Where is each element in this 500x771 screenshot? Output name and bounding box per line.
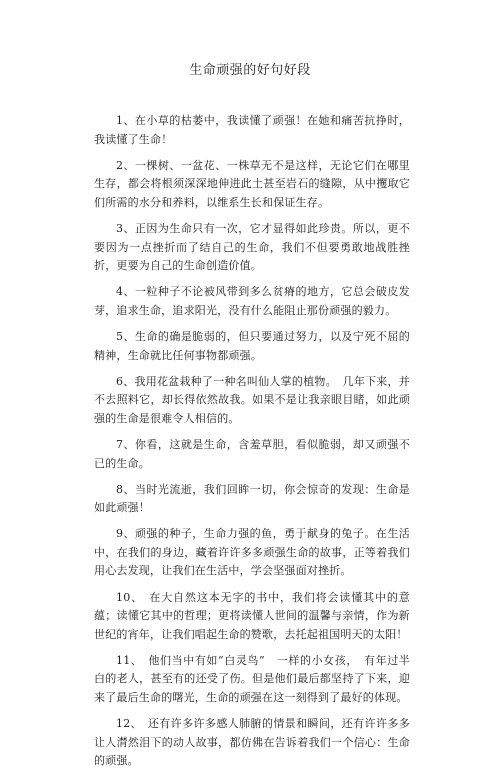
paragraph-4: 4、一粒种子不论被风带到多么贫瘠的地方，它总会破皮发芽，追求生命，追求阳光，没有什么能阻止那份顽强的毅力。 — [94, 285, 410, 317]
paragraph-11: 11、 他们当中有如“白灵鸟” 一样的小女孩， 有年过半白的老人，甚至有的还受了伤。但是他们最后都坚持了下来，迎来了最后生命的曙光，生命的顽强在这一刻得到了最好的体现。 — [94, 653, 410, 705]
paragraph-1: 1、在小草的枯萎中，我读懂了顽强！在她和痛苦抗挣时，我读懂了生命！ — [94, 114, 410, 146]
paragraph-10: 10、 在大自然这本无字的书中，我们将会读懂其中的意蕴；读懂它其中的哲理；更将读懂人世间的温馨与亲情，作为新世纪的宵年，让我们唱起生命的赞歌，去托起祖国明天的太阳！ — [94, 590, 410, 641]
document-body — [94, 112, 410, 771]
paragraph-9: 9、顽强的种子，生命力强的鱼，勇于献身的兔子。在生活中，在我们的身边，藏着许许多多顽强生命的故事，正等着我们用心去发现，让我们在生活中，学会坚强面对挫折。 — [94, 527, 410, 578]
paragraph-2: 2、一棵树、一盆花、一株草无不是这样，无论它们在哪里生存，都会将根须深深地伸进此土甚至岩石的缝隙，从中攫取它们所需的水分和养料，以维系生长和保证生存。 — [94, 158, 410, 209]
paragraph-8: 8、当时光流逝，我们回眸一切，你会惊奇的发现：生命是如此顽强！ — [94, 482, 410, 515]
paragraph-6: 6、我用花盆栽种了一种名叫仙人掌的植物。 几年下来，并不去照料它，却长得依然故我。如果不是让我亲眼目睹，如此顽强的生命是很难令人相信的。 — [94, 374, 410, 425]
page-title: 生命顽强的好句好段 — [189, 63, 311, 78]
paragraph-12: 12、 还有许多许多感人肺腑的情景和瞬间，还有许许多多让人潸然泪下的动人故事，都仿佛在告诉着我们一个信心：生命的顽强。 — [94, 717, 410, 768]
paragraph-7: 7、你看，这就是生命，含羞草胆，看似脆弱，却又顽强不已的生命。 — [94, 437, 410, 470]
paragraph-3: 3、正因为生命只有一次，它才显得如此珍贵。所以，更不要因为一点挫折而了结自己的生命，我们不但要勇敢地战胜挫折，更要为自己的生命创造价值。 — [94, 221, 410, 273]
paragraph-5: 5、生命的确是脆弱的，但只要通过努力，以及宁死不屈的精神，生命就比任何事物都顽强。 — [94, 329, 410, 362]
